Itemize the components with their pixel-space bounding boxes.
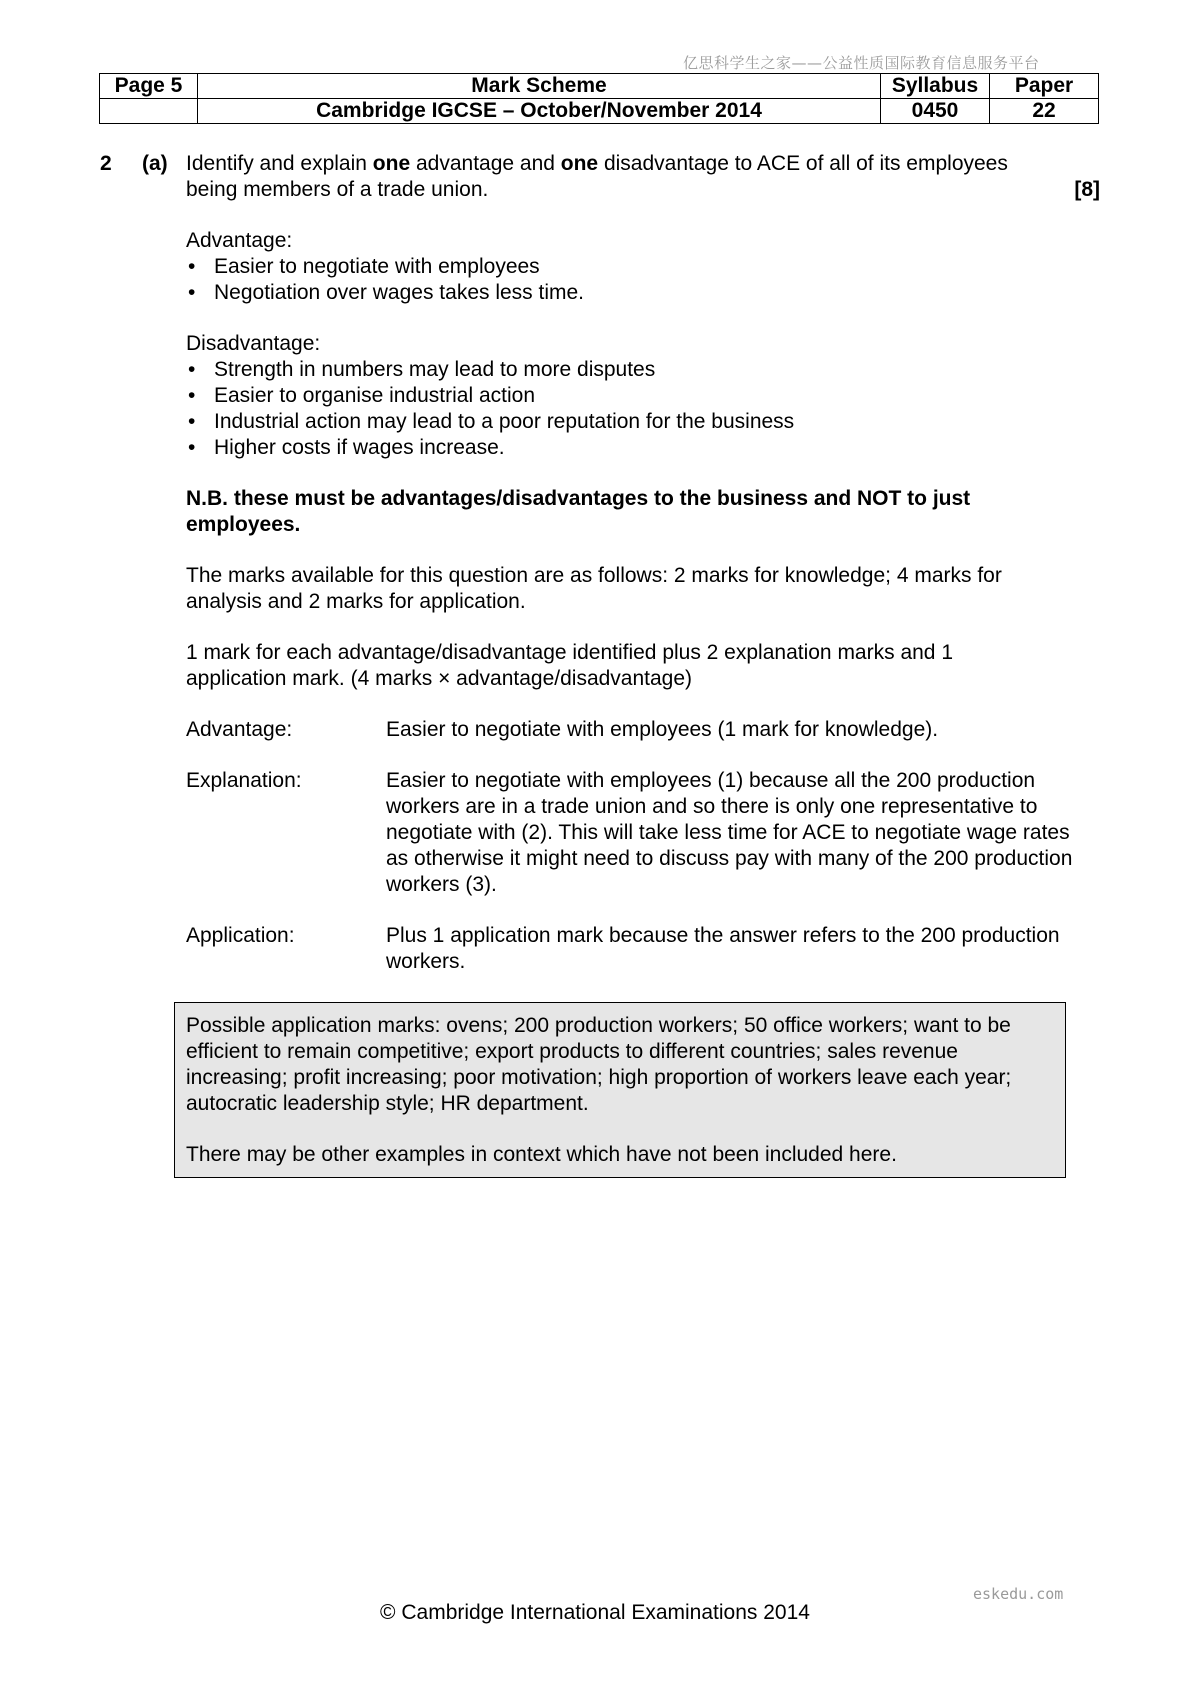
exam-name: Cambridge IGCSE – October/November 2014 <box>198 99 881 124</box>
example-advantage-text: Easier to negotiate with employees (1 mark for knowledge). <box>386 718 939 741</box>
nb-note: N.B. these must be advantages/disadvantages to the business and NOT to just employees. <box>186 487 971 536</box>
example-explanation-label: Explanation: <box>186 769 302 792</box>
paper-label: Paper <box>990 74 1099 99</box>
list-item: • Strength in numbers may lead to more disputes <box>186 357 1100 383</box>
example-explanation-text: Easier to negotiate with employees (1) because all the 200 production workers are in a trade union and so there is only one representative to negotiate with (2). This will take less time for ACE to negotiate wage rates as otherwise it might need to discuss pay with many of the 200 production workers (3). <box>386 769 1073 896</box>
header-table <box>99 73 1099 124</box>
question-number: 2 <box>100 152 112 175</box>
question-part: (a) <box>142 152 168 175</box>
page-number: Page 5 <box>100 74 198 99</box>
page-blank-cell <box>100 99 198 124</box>
marks-detail: 1 mark for each advantage/disadvantage identified plus 2 explanation marks and 1 application mark. (4 marks × advantage/disadvantage) <box>186 641 953 690</box>
list-item: • Industrial action may lead to a poor reputation for the business <box>186 409 1100 435</box>
document-title: Mark Scheme <box>198 74 881 99</box>
watermark-top: 亿思科学生之家——公益性质国际教育信息服务平台 <box>683 54 1040 72</box>
syllabus-label: Syllabus <box>881 74 990 99</box>
advantage-list <box>186 254 1100 306</box>
list-item: • Higher costs if wages increase. <box>186 435 1100 461</box>
example-application-label: Application: <box>186 924 295 947</box>
example-explanation-row <box>186 768 1100 898</box>
example-advantage-row <box>186 717 1100 743</box>
application-marks-box <box>174 1002 1066 1178</box>
advantage-heading: Advantage: <box>186 229 293 252</box>
watermark-bottom: eskedu.com <box>973 1585 1064 1603</box>
syllabus-code: 0450 <box>881 99 990 124</box>
list-item: • Negotiation over wages takes less time. <box>186 280 1100 306</box>
list-item: • Easier to negotiate with employees <box>186 254 1100 280</box>
copyright-footer: © Cambridge International Examinations 2014 <box>380 1601 810 1624</box>
disadvantage-heading: Disadvantage: <box>186 332 321 355</box>
paper-number: 22 <box>990 99 1099 124</box>
example-application-text: Plus 1 application mark because the answer refers to the 200 production workers. <box>386 924 1060 973</box>
question-prompt: Identify and explain one advantage and one disadvantage to ACE of all of its employees being members of a trade union. [8] <box>186 152 1100 201</box>
question-content <box>186 151 1100 975</box>
marks-info: The marks available for this question are as follows: 2 marks for knowledge; 4 marks for analysis and 2 marks for application. <box>186 564 1002 613</box>
application-marks-note: There may be other examples in context which have not been included here. <box>186 1143 897 1166</box>
example-advantage-label: Advantage: <box>186 718 293 741</box>
example-application-row <box>186 923 1100 975</box>
application-marks-list: Possible application marks: ovens; 200 production workers; 50 office workers; want to be efficient to remain competitive; export products to different countries; sales revenue increasing; profit increasing; poor motivation; high proportion of workers leave each year; autocratic leadership style; HR department. <box>186 1014 1012 1115</box>
list-item: • Easier to organise industrial action <box>186 383 1100 409</box>
disadvantage-list <box>186 357 1100 461</box>
question-marks: [8] <box>1074 178 1100 201</box>
